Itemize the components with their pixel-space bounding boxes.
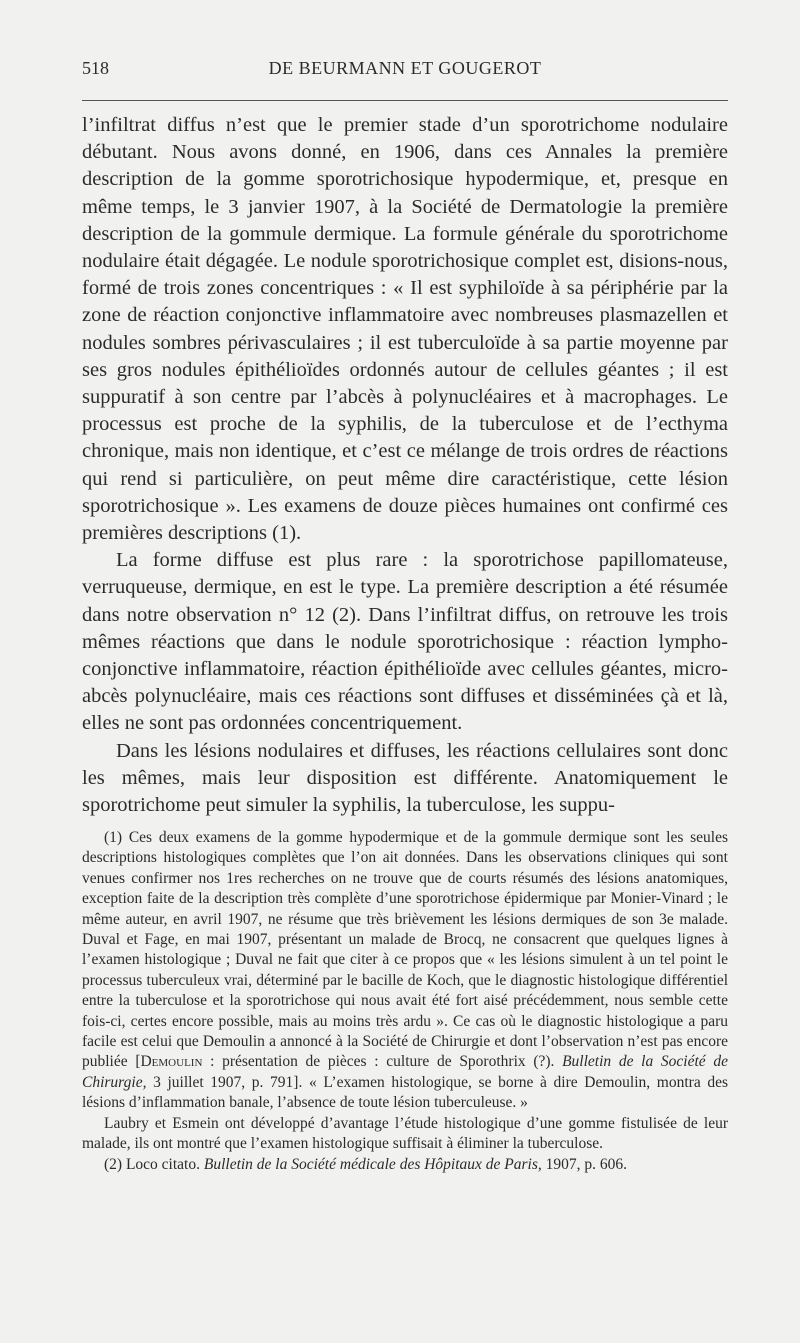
footnote-1-text-a: (1) Ces deux examens de la gomme hypodermique et de la gommule dermique sont les seules descriptions histologiques complètes que l’on ait données. Dans les observations cliniques qui sont venues confirmer nos 1res recherches on ne trouve que de courts résumés des lésions anatomiques, exception faite de la description très complète d’une sporotrichose épidermique par Monier-Vinard ; le même auteur, en avril 1907, ne résume que très brièvement les lésions dermiques de son 3e malade. Duval et Fage, en mai 1907, présentant un malade de Brocq, ne consacrent que quelques lignes à l’examen histologique ; Duval ne fait que citer à ce propos que « les lésions simulent à un tel point le processus tuberculeux vrai, déterminé par le bacille de Koch, que le diagnostic histologique différentiel entre la tuberculose et la sporotrichose qui nous avait été fort aisé précédemment, nous semble cette fois-ci, certes encore possible, mais au moins très ardu ». Ce cas où le diagnostic histologique a paru facile est celui que Demoulin a annoncé à la Société de Chirurgie et dont l’observation n’est pas encore publiée [ — [82, 829, 728, 1071]
footnote-2-text-a: (2) Loco citato. — [104, 1155, 204, 1173]
footnote-1-author: Demoulin — [140, 1053, 203, 1071]
header-rule — [82, 100, 728, 101]
paragraph-2: La forme diffuse est plus rare : la sporotrichose papillomateuse, verruqueuse, dermique, en est le type. La première description a été résumée dans notre observation n° 12 (2). Dans l’infiltrat diffus, on retrouve les trois mêmes réactions que dans le nodule sporotrichosique : réaction lympho-conjonctive inflammatoire, réaction épithélioïde avec cellules géantes, micro-abcès polynucléaire, mais ces réactions sont diffuses et disséminées çà et là, elles ne sont pas ordonnées concentriquement. — [82, 549, 728, 735]
main-text — [82, 112, 728, 819]
footnotes — [82, 828, 728, 1175]
running-title: DE BEURMANN ET GOUGEROT — [268, 58, 542, 78]
footnote-2-text-b: 1907, p. 606. — [541, 1155, 628, 1173]
footnote-2-journal: Bulletin de la Société médicale des Hôpitaux de Paris, — [203, 1155, 542, 1173]
page-number: 518 — [82, 58, 109, 78]
paragraph-1: l’infiltrat diffus n’est que le premier stade d’un sporotrichome nodulaire débutant. Nous avons donné, en 1906, dans ces Annales la première description de la gomme sporotrichosique hypodermique, et, presque en même temps, le 3 janvier 1907, à la Société de Dermatologie la première description de la gommule dermique. La formule générale du sporotrichome nodulaire était dégagée. Le nodule sporotrichosique complet est, disions-nous, formé de trois zones concentriques : « Il est syphiloïde à sa périphérie par la zone de réaction conjonctive inflammatoire avec nombreuses plasmazellen et nodules sombres périvasculaires ; il est tuberculoïde à sa partie moyenne par ses gros nodules épithélioïdes ordonnés autour de cellules géantes ; il est suppuratif à son centre par l’abcès à polynucléaires et à macrophages. Le processus est proche de la syphilis, de la tuberculose et de l’ecthyma chronique, mais non identique, et c’est ce mélange de trois ordres de réactions qui rend si particulière, on peut même dire caractéristique, cette lésion sporotrichosique ». Les examens de douze pièces humaines ont confirmé ces premières descriptions (1). — [82, 114, 728, 545]
footnote-1-continuation: Laubry et Esmein ont développé d’avantage l’étude histologique d’une gomme fistulisée de leur malade, ils ont montré que l’examen histologique suffisait à éliminer la tuberculose. — [82, 1114, 728, 1153]
paragraph-3: Dans les lésions nodulaires et diffuses, les réactions cellulaires sont donc les mêmes, mais leur disposition est différente. Anatomiquement le sporotrichome peut simuler la syphilis, la tuberculose, les suppu- — [82, 739, 728, 817]
footnote-1-text-b: : présentation de pièces : culture de Sporothrix (?). — [202, 1053, 563, 1071]
page-header — [82, 58, 728, 88]
footnote-1 — [82, 828, 728, 1114]
footnote-1-text-c: 3 juillet 1907, p. 791]. « L’examen histologique, se borne à dire Demoulin, montra des lésions d’inflammation banale, l’absence de toute lésion tuberculeuse. » — [82, 1073, 728, 1112]
footnote-2 — [82, 1155, 728, 1175]
footnote-1-journal: Bulletin de la Société de Chirurgie, — [82, 1053, 728, 1091]
